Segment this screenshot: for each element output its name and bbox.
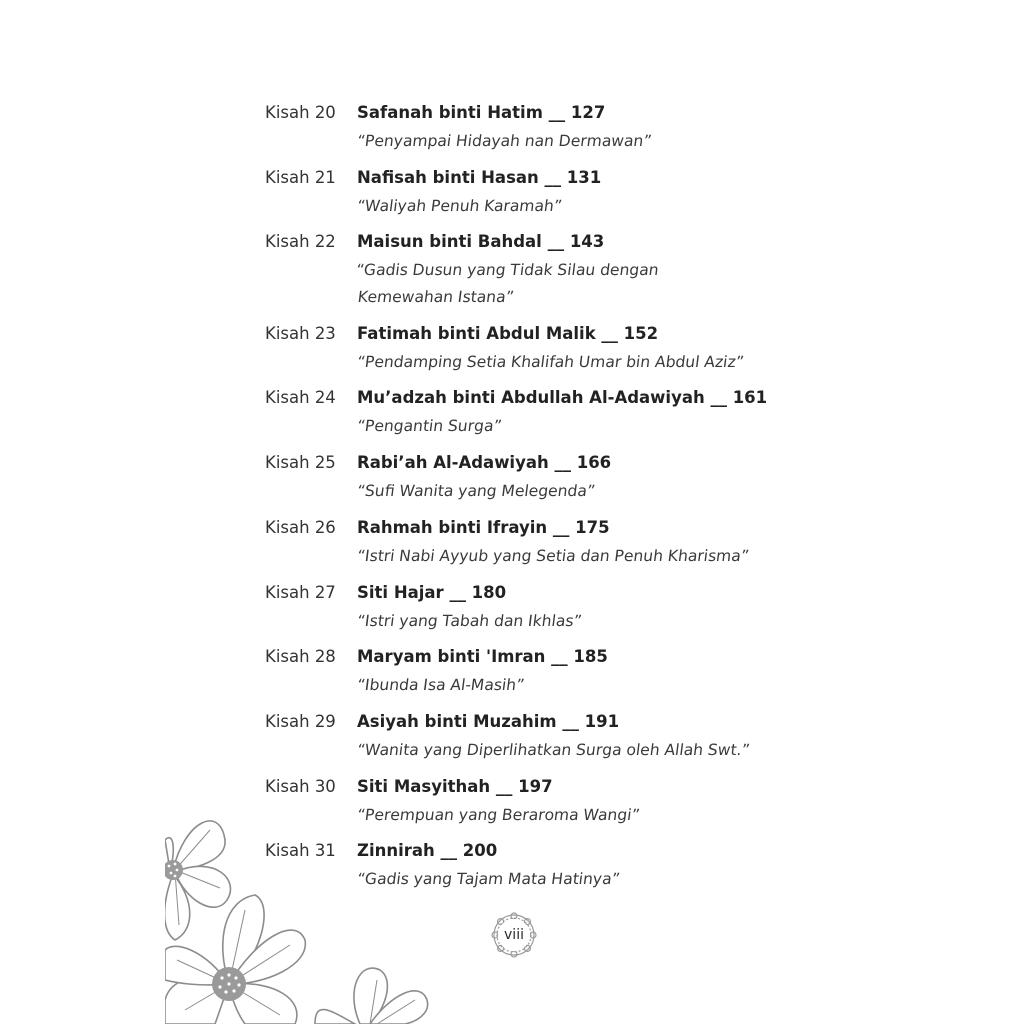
entry-title: Siti Hajar __ 180 <box>357 583 507 602</box>
page-number: viii <box>504 927 524 943</box>
kisah-number: Kisah 23 <box>265 324 336 343</box>
entry-title: Fatimah binti Abdul Malik __ 152 <box>357 324 659 343</box>
kisah-number: Kisah 21 <box>265 168 336 187</box>
entry-subtitle: “Waliyah Penuh Karamah” <box>356 197 563 215</box>
entry-subtitle: “Perempuan yang Beraroma Wangi” <box>356 806 641 824</box>
kisah-number: Kisah 30 <box>265 777 336 796</box>
toc-entry <box>265 642 825 707</box>
entry-subtitle: “Wanita yang Diperlihatkan Surga oleh Allah Swt.” <box>356 741 751 759</box>
kisah-number: Kisah 24 <box>265 388 336 407</box>
entry-subtitle: “Pengantin Surga” <box>356 417 503 435</box>
entry-title: Mu’adzah binti Abdullah Al-Adawiyah __ 161 <box>357 388 768 407</box>
kisah-number: Kisah 27 <box>265 583 336 602</box>
entry-subtitle: “Penyampai Hidayah nan Dermawan” <box>356 132 652 150</box>
toc-entry <box>265 227 825 319</box>
kisah-number: Kisah 26 <box>265 518 336 537</box>
kisah-number: Kisah 22 <box>265 232 336 251</box>
entry-title: Rabi’ah Al-Adawiyah __ 166 <box>357 453 612 472</box>
toc-entry <box>265 513 825 578</box>
page-number-badge <box>489 910 539 960</box>
entry-title: Asiyah binti Muzahim __ 191 <box>357 712 620 731</box>
entry-subtitle: “Istri yang Tabah dan Ikhlas” <box>356 612 583 630</box>
toc-entry <box>265 319 825 383</box>
entry-title: Zinnirah __ 200 <box>357 841 498 860</box>
entry-title: Safanah binti Hatim __ 127 <box>357 103 606 122</box>
entry-title: Nafisah binti Hasan __ 131 <box>357 168 602 187</box>
entry-title: Maryam binti 'Imran __ 185 <box>357 647 608 666</box>
toc-entry <box>265 383 825 448</box>
toc-entry <box>265 163 825 227</box>
kisah-number: Kisah 31 <box>265 841 336 860</box>
entry-title: Siti Masyithah __ 197 <box>357 777 553 796</box>
entry-title: Maisun binti Bahdal __ 143 <box>357 232 605 251</box>
entry-subtitle: “Istri Nabi Ayyub yang Setia dan Penuh Kharisma” <box>356 547 750 565</box>
entry-subtitle: “Gadis yang Tajam Mata Hatinya” <box>356 870 621 888</box>
toc-entry <box>265 707 825 772</box>
kisah-number: Kisah 28 <box>265 647 336 666</box>
entry-subtitle: “Pendamping Setia Khalifah Umar bin Abdul Aziz” <box>356 353 745 371</box>
entry-subtitle: “Sufi Wanita yang Melegenda” <box>356 482 596 500</box>
kisah-number: Kisah 25 <box>265 453 336 472</box>
table-of-contents <box>265 98 825 900</box>
entry-subtitle: “Ibunda Isa Al-Masih” <box>356 676 525 694</box>
toc-entry <box>265 448 825 513</box>
toc-entry <box>265 98 825 163</box>
flower-illustration-icon <box>165 800 440 1024</box>
entry-subtitle: “Gadis Dusun yang Tidak Silau dengan Kemewahan Istana” <box>355 261 660 306</box>
kisah-number: Kisah 29 <box>265 712 336 731</box>
entry-title: Rahmah binti Ifrayin __ 175 <box>357 518 610 537</box>
kisah-number: Kisah 20 <box>265 103 336 122</box>
flower-decoration-icon <box>165 800 440 1024</box>
toc-entry <box>265 578 825 642</box>
